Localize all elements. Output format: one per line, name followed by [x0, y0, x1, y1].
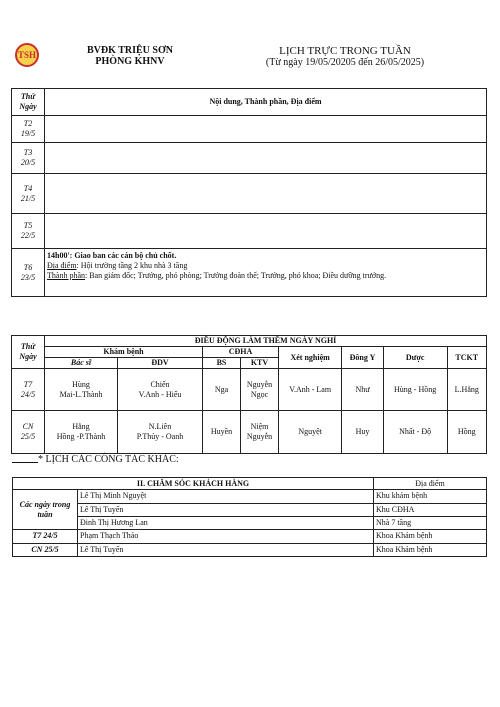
hospital-logo: TSH	[15, 43, 39, 67]
date-label: 21/5	[20, 193, 36, 203]
ot-pharmacy-cell: Nhất - Độ	[383, 411, 447, 454]
ot-finance-cell: L.Hằng	[447, 369, 486, 411]
header-day-label: Thứ Ngày	[19, 92, 37, 111]
ot-title: ĐIỀU ĐỘNG LÀM THÊM NGÀY NGHỈ	[45, 336, 487, 347]
day-cell	[12, 214, 45, 249]
location-label: Địa điểm	[47, 261, 77, 270]
date-label: 23/5	[20, 272, 36, 282]
header-day	[12, 89, 45, 116]
day-label: T2	[23, 119, 33, 128]
ot-doctor-line: Hằng	[72, 422, 90, 431]
members-label: Thành phần	[47, 271, 85, 280]
date-label: 25/5	[20, 432, 36, 441]
care-section-title: II. CHĂM SÓC KHÁCH HÀNG	[13, 478, 374, 490]
ot-ktv-line: Nguyễn	[246, 379, 273, 389]
day-label: T6	[23, 262, 33, 272]
ot-finance-cell: Hồng	[447, 411, 486, 454]
ot-nurse-cell	[118, 369, 203, 411]
day-label: T3	[23, 148, 33, 157]
overtime-table	[11, 335, 487, 454]
ot-sub-doctor: Bác sĩ	[45, 358, 118, 369]
date-label: 20/5	[20, 158, 36, 167]
table-row	[12, 369, 487, 411]
date-label: 19/5	[20, 129, 36, 138]
ot-group-exam: Khám bệnh	[45, 347, 203, 358]
day-label: T7	[23, 379, 33, 389]
table-row	[12, 214, 487, 249]
ot-lab-cell: V.Anh - Lam	[279, 369, 342, 411]
friday-members	[47, 271, 484, 281]
table-row	[13, 516, 487, 529]
ot-nurse-cell	[118, 411, 203, 454]
care-place-cell: Khoa Khám bệnh	[374, 530, 487, 543]
table-row	[12, 116, 487, 143]
care-col-location: Địa điểm	[374, 478, 487, 490]
ot-pharmacy-cell: Hùng - Hồng	[383, 369, 447, 411]
ot-nurse-line: Chiến	[150, 379, 170, 389]
ot-sub-ktv: KTV	[241, 358, 279, 369]
ot-traditional-cell: Như	[342, 369, 383, 411]
day-label: T4	[23, 183, 33, 193]
care-day-cell: CN 25/5	[13, 543, 78, 556]
ot-col-traditional: Đông Y	[342, 347, 383, 369]
table-row	[13, 530, 487, 543]
ot-doctor-line: Mai-L.Thành	[59, 389, 103, 399]
location-value: : Hội trường tầng 2 khu nhà 3 tầng	[76, 261, 188, 270]
care-day-cell: T7 24/5	[13, 530, 78, 543]
ot-doctor-line: Hùng	[72, 379, 90, 389]
org-block	[70, 45, 190, 67]
doc-period: (Từ ngày 19/05/20205 đến 26/05/2025)	[265, 57, 425, 68]
day-cell	[12, 174, 45, 214]
care-place-cell: Khoa Khám bệnh	[374, 543, 487, 556]
ot-doctor-line: Hồng -P.Thành	[56, 432, 106, 441]
ot-col-pharmacy: Dược	[383, 347, 447, 369]
ot-col-lab: Xét nghiệm	[279, 347, 342, 369]
other-tasks-heading: * LỊCH CÁC CÔNG TÁC KHÁC:	[38, 454, 179, 465]
table-row	[12, 249, 487, 297]
ot-day-cell	[12, 369, 45, 411]
content-cell	[45, 174, 487, 214]
ot-sub-nurse: ĐDV	[118, 358, 203, 369]
ot-doctor-cell	[45, 369, 118, 411]
day-cell	[12, 143, 45, 174]
title-block	[215, 45, 475, 68]
content-cell	[45, 143, 487, 174]
ot-group-imaging: CĐHA	[203, 347, 279, 358]
friday-event-title: 14h00': Giao ban các cán bộ chủ chốt.	[47, 251, 177, 260]
care-group-label: Các ngày trong tuần	[13, 490, 78, 530]
care-name-cell: Lê Thị Tuyến	[78, 543, 374, 556]
ot-doctor-cell	[45, 411, 118, 454]
members-value: : Ban giám đốc; Trưởng, phó phòng; Trưởng đoàn thể; Trưởng, phó khoa; Điều dưỡng trưởng.	[85, 271, 387, 280]
ot-traditional-cell: Huy	[342, 411, 383, 454]
weekly-schedule-table	[11, 88, 487, 297]
table-row	[13, 503, 487, 516]
care-place-cell: Khu CĐHA	[374, 503, 487, 516]
ot-day-cell	[12, 411, 45, 454]
care-name-cell: Lê Thị Minh Nguyệt	[78, 490, 374, 503]
ot-ktv-line: Nguyễn	[246, 432, 273, 441]
ot-nurse-line: N.Liên	[148, 422, 172, 431]
date-label: 24/5	[20, 389, 36, 399]
ot-nurse-line: V.Anh - Hiếu	[138, 389, 182, 399]
care-name-cell: Lê Thị Tuyến	[78, 503, 374, 516]
care-place-cell: Khu khám bệnh	[374, 490, 487, 503]
ot-ktv-cell	[241, 369, 279, 411]
day-label: CN	[22, 422, 34, 431]
ot-bs-cell: Huyền	[203, 411, 241, 454]
doc-title: LỊCH TRỰC TRONG TUẦN	[279, 45, 411, 57]
ot-nurse-line: P.Thủy - Oanh	[136, 432, 184, 441]
ot-ktv-line: Niệm	[250, 422, 269, 431]
content-cell	[45, 214, 487, 249]
heading-rule	[12, 454, 38, 463]
friday-location	[47, 261, 484, 271]
day-cell	[12, 249, 45, 297]
ot-ktv-cell	[241, 411, 279, 454]
ot-header-day: Thứ Ngày	[12, 336, 45, 369]
header-content: Nội dung, Thành phần, Địa điểm	[45, 89, 487, 116]
ot-col-finance: TCKT	[447, 347, 486, 369]
table-row	[13, 490, 487, 503]
date-label: 22/5	[20, 231, 36, 240]
content-cell-friday	[45, 249, 487, 297]
care-name-cell: Phạm Thạch Thảo	[78, 530, 374, 543]
ot-lab-cell: Nguyệt	[279, 411, 342, 454]
customer-care-table	[12, 477, 487, 557]
content-cell	[45, 116, 487, 143]
table-row	[13, 543, 487, 556]
dept-name: PHÒNG KHNV	[95, 56, 165, 67]
table-row	[12, 143, 487, 174]
table-row	[12, 174, 487, 214]
care-place-cell: Nhà 7 tầng	[374, 516, 487, 529]
day-cell	[12, 116, 45, 143]
ot-bs-cell: Nga	[203, 369, 241, 411]
table-row	[12, 411, 487, 454]
ot-ktv-line: Ngọc	[250, 389, 269, 399]
ot-sub-bs: BS	[203, 358, 241, 369]
care-name-cell: Đinh Thị Hương Lan	[78, 516, 374, 529]
day-label: T5	[23, 221, 33, 230]
org-name: BVĐK TRIỆU SƠN	[87, 45, 173, 56]
